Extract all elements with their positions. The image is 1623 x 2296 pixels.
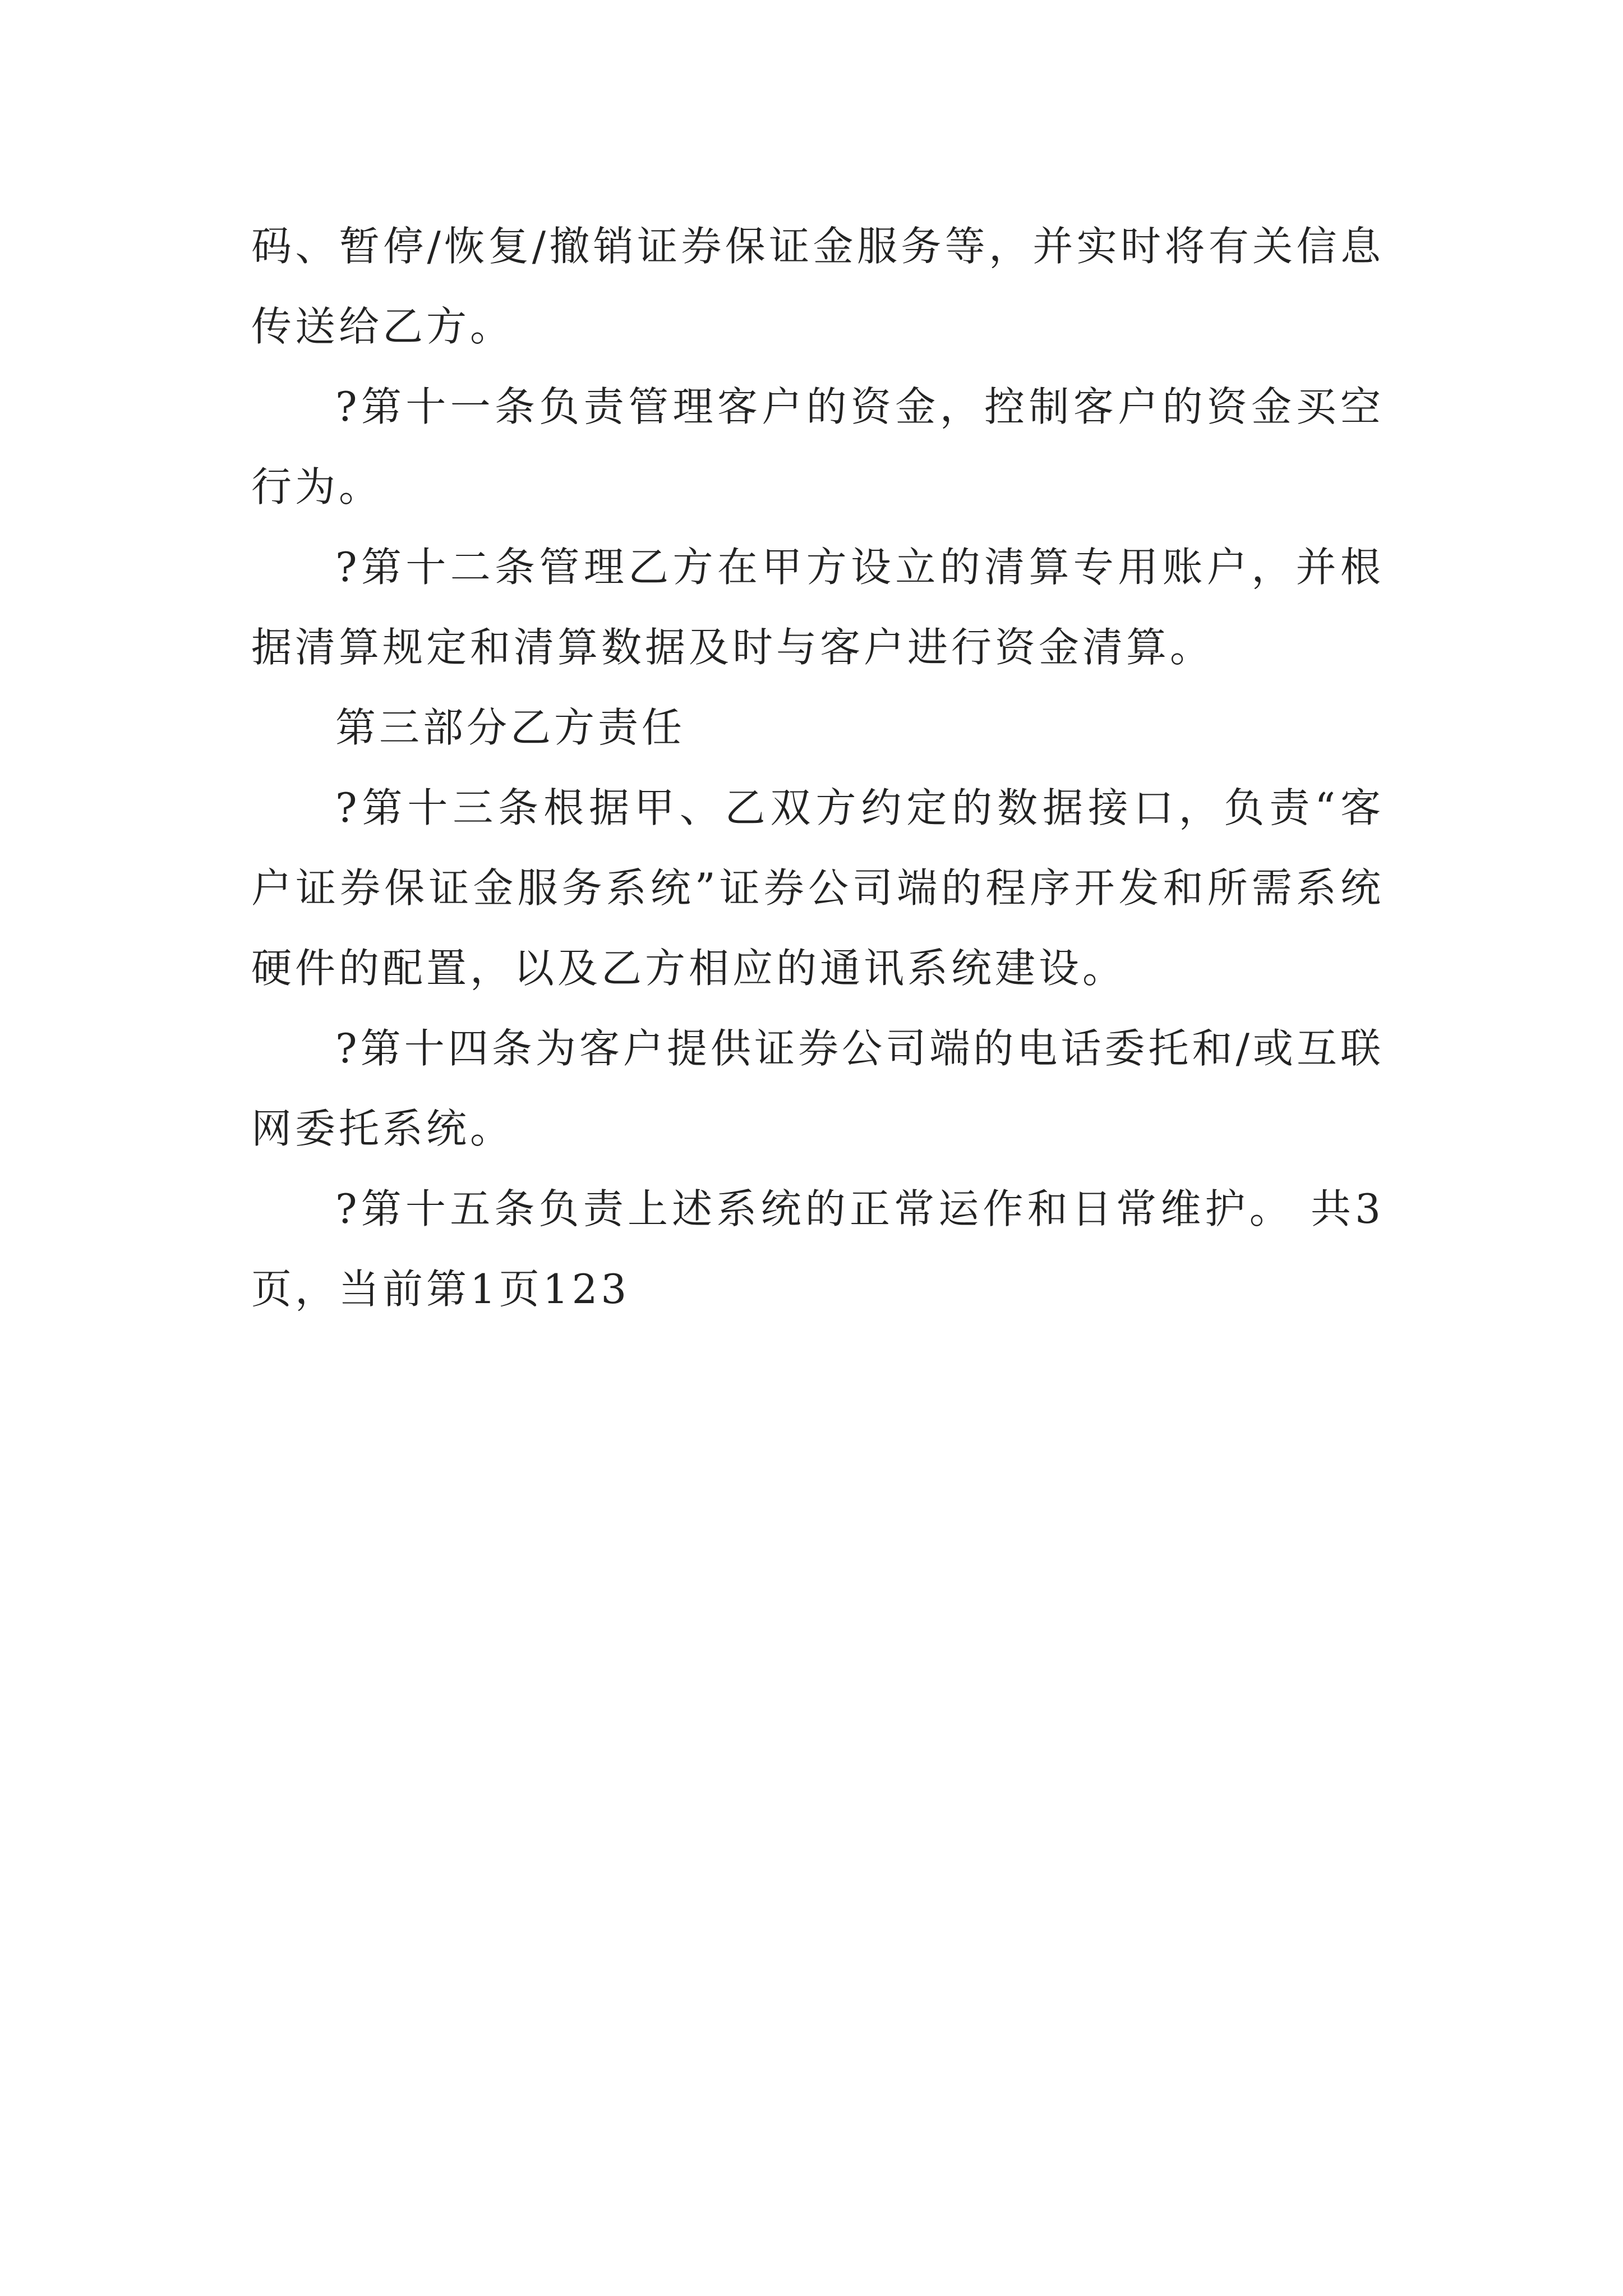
paragraph-continuation: 码、暂停/恢复/撤销证券保证金服务等，并实时将有关信息传送给乙方。 [251,223,1384,350]
paragraph-article-13: ?第十三条根据甲、乙双方约定的数据接口，负责“客户证券保证金服务系统”证券公司端的程序开发和所需系统硬件的配置，以及乙方相应的通讯系统建设。 [251,784,1384,992]
paragraph-article-15-with-page-info: ?第十五条负责上述系统的正常运作和日常维护。 共3页，当前第1页123 [251,1185,1384,1313]
paragraph-article-14: ?第十四条为客户提供证券公司端的电话委托和/或互联网委托系统。 [251,1025,1384,1152]
paragraph-article-11: ?第十一条负责管理客户的资金，控制客户的资金买空行为。 [251,383,1384,510]
section-heading-part-3: 第三部分乙方责任 [335,704,686,751]
document-page [251,206,1384,1329]
paragraph-article-12: ?第十二条管理乙方在甲方设立的清算专用账户，并根据清算规定和清算数据及时与客户进行资金清算。 [251,544,1384,671]
